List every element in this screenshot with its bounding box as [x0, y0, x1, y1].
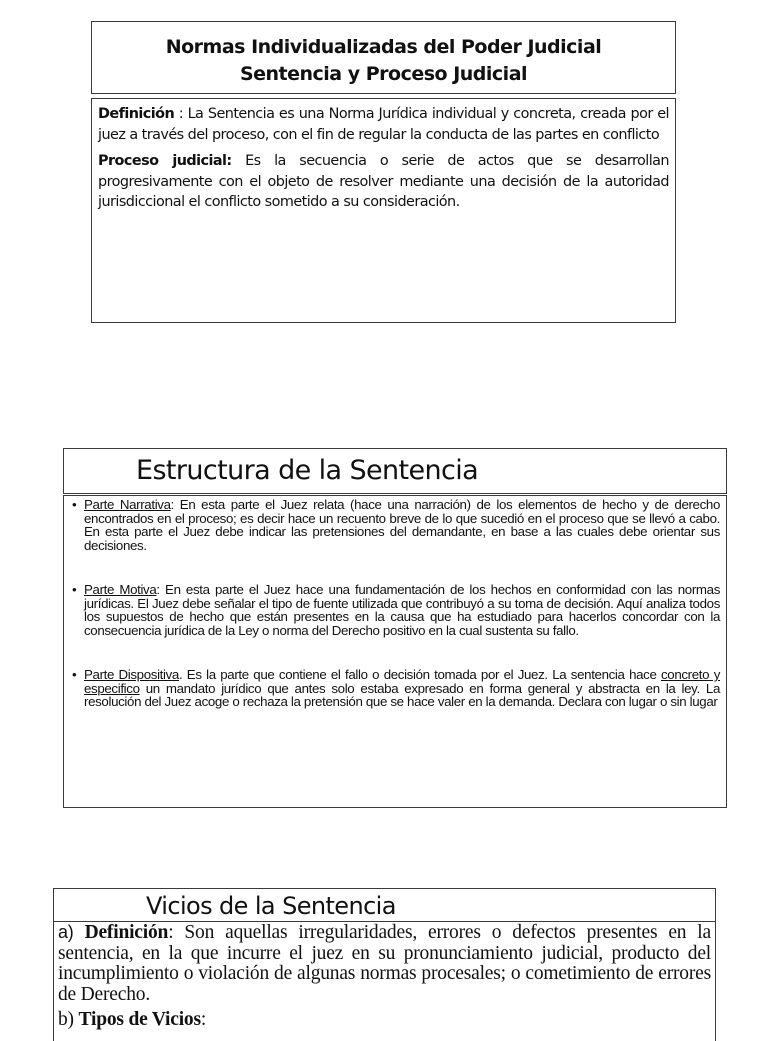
item-b-prefix: b) — [58, 1009, 74, 1030]
vicios-definicion-text: : Son aquellas irregularidades, errores o defectos presentes en la sentencia, en la que incurre el juez en su pronunciamiento judicial, producto del incumplimiento o violación de algunas normas procesales; o cometimiento de errores de Derecho. — [58, 922, 711, 1005]
definicion-paragraph — [98, 104, 669, 145]
vicios-tipos-label: Tipos de Vicios — [78, 1009, 201, 1030]
vicios-title-box — [53, 888, 716, 922]
proceso-label: Proceso judicial: — [98, 153, 232, 169]
bullet-icon: • — [72, 582, 77, 597]
definicion-text: : La Sentencia es una Norma Jurídica individual y concreta, creada por el juez a través del proceso, con el fin de regular la conducta de las partes en conflicto — [98, 106, 669, 143]
vicios-tipos-colon: : — [200, 1009, 207, 1030]
proceso-paragraph — [98, 151, 669, 213]
concreto-especifico-underlined: concreto y especifico — [84, 667, 720, 696]
estructura-title-box — [63, 448, 727, 494]
bullet-icon: • — [72, 497, 77, 512]
bullet-parte-narrativa — [71, 498, 720, 552]
vicios-title: Vicios de la Sentencia — [146, 892, 396, 920]
parte-dispositiva-label: Parte Dispositiva — [84, 667, 179, 682]
parte-motiva-label: Parte Motiva — [84, 582, 157, 597]
vicios-definicion-paragraph — [58, 922, 711, 1005]
parte-narrativa-label: Parte Narrativa — [84, 497, 171, 512]
title-line-1: Normas Individualizadas del Poder Judicial — [165, 36, 602, 58]
item-a-prefix: a) — [58, 922, 74, 942]
vicios-tipos-paragraph — [58, 1010, 711, 1031]
estructura-body — [63, 495, 727, 808]
parte-narrativa-text: : En esta parte el Juez relata (hace una narración) de los elementos de hecho y de derecho encontrados en el proceso; es decir hace un recuento breve de lo que sucedió en el proceso que se llevó a cabo. En esta parte el Juez debe indicar las pretensiones del demandante, en base a las cuales debe orientar sus decisiones. — [84, 497, 720, 553]
proceso-text: Es la secuencia o serie de actos que se desarrollan progresivamente con el objeto de resolver mediante una decisión de la autoridad jurisdiccional el conflicto sometido a su consideración. — [98, 153, 669, 210]
definitions-box — [91, 98, 676, 323]
vicios-definicion-label: Definición — [84, 922, 169, 943]
estructura-title: Estructura de la Sentencia — [136, 455, 479, 486]
vicios-body — [53, 921, 716, 1041]
title-line-2: Sentencia y Proceso Judicial — [239, 63, 528, 85]
bullet-parte-motiva — [71, 583, 720, 637]
definicion-label: Definición — [98, 106, 175, 122]
bullet-parte-dispositiva — [71, 668, 720, 709]
document-title-box — [91, 21, 676, 94]
parte-dispositiva-text-a: . Es la parte que contiene el fallo o decisión tomada por el Juez. La sentencia hace — [178, 667, 661, 682]
bullet-icon: • — [72, 667, 77, 682]
parte-dispositiva-text-b: un mandato jurídico que antes solo estaba expresado en forma general y abstracta en la ley. La resolución del Juez acoge o rechaza la pretensión que se hace valer en la demanda. Declara con lugar o sin lugar — [84, 680, 720, 709]
parte-motiva-text: : En esta parte el Juez hace una fundamentación de los hechos en conformidad con las normas jurídicas. El Juez debe señalar el tipo de fuente utilizada que contribuyó a su toma de decisión. Aquí analiza todos los supuestos de hecho que están presentes en la causa que ha estudiado para hacerlos concordar con la consecuencia jurídica de la Ley o norma del Derecho positivo en la cual sustenta su fallo. — [84, 582, 720, 638]
